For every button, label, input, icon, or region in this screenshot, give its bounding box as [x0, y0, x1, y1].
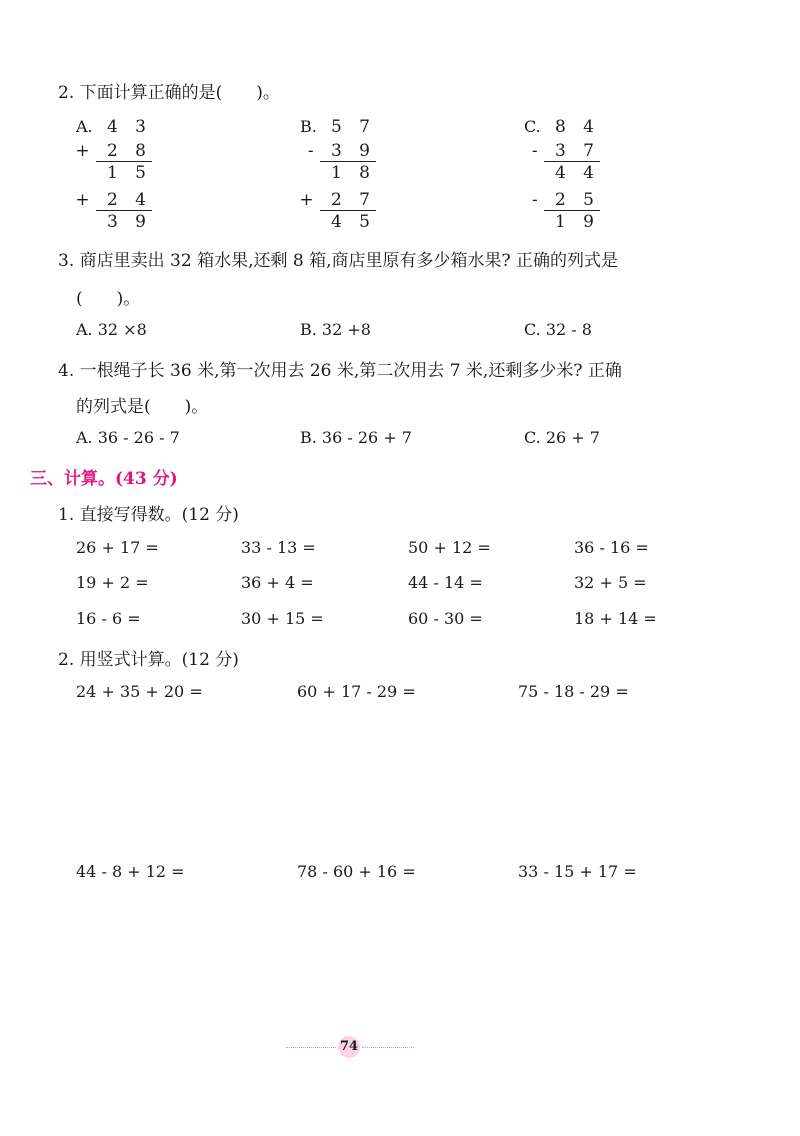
q2-c-row-5: 1 9	[554, 212, 600, 232]
footer-divider-right	[362, 1047, 414, 1048]
q2-option-c-label[interactable]: C.	[524, 117, 541, 136]
q3-option-a[interactable]: A. 32 ×8	[76, 320, 147, 339]
vertical-calc-item: 24 + 35 + 20 =	[76, 682, 203, 701]
question-4-line-1: 4. 一根绳子长 36 米,第一次用去 26 米,第二次用去 7 米,还剩多少米? 正确	[58, 361, 622, 381]
page-number: 74	[338, 1036, 360, 1058]
q2-a-rule-2	[96, 210, 152, 211]
mental-calc-item: 36 - 16 =	[574, 538, 649, 557]
question-2-text: 2. 下面计算正确的是( )。	[58, 83, 280, 103]
vertical-calc-item: 60 + 17 - 29 =	[297, 682, 416, 701]
q2-a-row-3: 1 5	[106, 163, 152, 183]
q2-b-rule-1	[320, 161, 376, 162]
mental-calc-item: 44 - 14 =	[408, 573, 483, 592]
q2-b-row-1: 5 7	[330, 117, 376, 137]
q2-option-a-vertical-calc	[75, 115, 152, 232]
q2-b-row-3: 1 8	[330, 163, 376, 183]
mental-calc-item: 16 - 6 =	[76, 609, 141, 628]
mental-calc-item: 19 + 2 =	[76, 573, 149, 592]
q2-a-row-2: + 2 8	[75, 141, 152, 161]
q2-a-rule-1	[96, 161, 152, 162]
mental-calc-item: 36 + 4 =	[241, 573, 314, 592]
mental-calc-item: 50 + 12 =	[408, 538, 491, 557]
q2-c-row-2: - 3 7	[531, 141, 600, 161]
q2-a-row-4: + 2 4	[75, 190, 152, 210]
question-3-line-2: ( )。	[76, 289, 141, 309]
question-3-line-1: 3. 商店里卖出 32 箱水果,还剩 8 箱,商店里原有多少箱水果? 正确的列式是	[58, 251, 619, 271]
q2-b-rule-2	[320, 210, 376, 211]
q4-option-c[interactable]: C. 26 + 7	[524, 428, 600, 447]
q2-c-row-4: - 2 5	[531, 190, 600, 210]
q2-option-a-label[interactable]: A.	[76, 117, 93, 136]
mental-calc-item: 26 + 17 =	[76, 538, 159, 557]
part-2-title: 2. 用竖式计算。(12 分)	[58, 650, 239, 670]
vertical-calc-item: 78 - 60 + 16 =	[297, 862, 416, 881]
q2-c-rule-1	[544, 161, 600, 162]
q2-b-row-4: + 2 7	[299, 190, 376, 210]
question-4-line-2: 的列式是( )。	[76, 397, 209, 417]
q3-option-b[interactable]: B. 32 +8	[300, 320, 371, 339]
q2-option-c-vertical-calc	[531, 115, 600, 232]
q2-c-rule-2	[544, 210, 600, 211]
vertical-calc-item: 33 - 15 + 17 =	[518, 862, 637, 881]
q2-a-row-5: 3 9	[106, 212, 152, 232]
section-3-title: 三、计算。(43 分)	[30, 469, 178, 489]
q2-option-b-vertical-calc	[299, 115, 376, 232]
q4-option-a[interactable]: A. 36 - 26 - 7	[76, 428, 180, 447]
q4-option-b[interactable]: B. 36 - 26 + 7	[300, 428, 412, 447]
q2-b-row-2: - 3 9	[307, 141, 376, 161]
mental-calc-item: 32 + 5 =	[574, 573, 647, 592]
part-1-title: 1. 直接写得数。(12 分)	[58, 505, 239, 525]
mental-calc-item: 33 - 13 =	[241, 538, 316, 557]
mental-calc-item: 60 - 30 =	[408, 609, 483, 628]
mental-calc-item: 30 + 15 =	[241, 609, 324, 628]
q2-option-b-label[interactable]: B.	[300, 117, 317, 136]
vertical-calc-item: 44 - 8 + 12 =	[76, 862, 185, 881]
q2-a-row-1: 4 3	[106, 117, 152, 137]
vertical-calc-item: 75 - 18 - 29 =	[518, 682, 629, 701]
q3-option-c[interactable]: C. 32 - 8	[524, 320, 592, 339]
footer-divider-left	[286, 1047, 336, 1048]
q2-b-row-5: 4 5	[330, 212, 376, 232]
mental-calc-item: 18 + 14 =	[574, 609, 657, 628]
q2-c-row-1: 8 4	[554, 117, 600, 137]
q2-c-row-3: 4 4	[554, 163, 600, 183]
